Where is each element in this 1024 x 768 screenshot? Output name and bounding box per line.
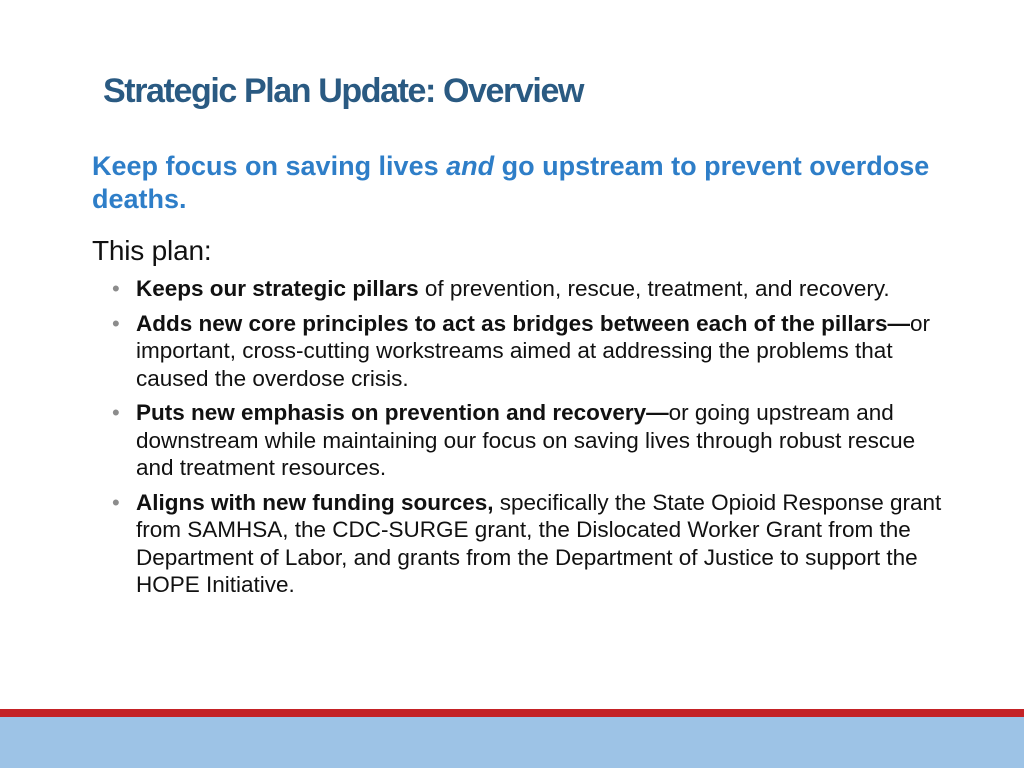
- bullet-bold-text: Puts new emphasis on prevention and recovery—: [136, 400, 669, 425]
- bullet-icon: •: [112, 489, 120, 515]
- plan-heading: This plan:: [92, 235, 212, 266]
- slide-title: Strategic Plan Update: Overview: [103, 72, 583, 110]
- bullet-item-core-principles: [112, 310, 952, 393]
- subtitle-part-1: Keep focus on saving lives: [92, 151, 447, 181]
- bullet-item-strategic-pillars: [112, 275, 952, 303]
- bullet-item-funding-sources: [112, 489, 952, 599]
- bullet-bold-text: Aligns with new funding sources,: [136, 489, 494, 515]
- subtitle-part-2: go upstream to prevent overdose deaths.: [92, 151, 930, 214]
- footer-red-stripe: [0, 709, 1024, 717]
- bullet-text: or important, cross-cutting workstreams aimed at addressing the problems that caused the overdose crisis.: [136, 310, 930, 391]
- bullet-list: [112, 275, 952, 606]
- slide-subtitle: [92, 150, 952, 216]
- bullet-bold-text: Keeps our strategic pillars: [136, 276, 419, 301]
- subtitle-emphasis: and: [446, 151, 495, 181]
- bullet-icon: •: [112, 400, 120, 425]
- bullet-icon: •: [112, 310, 120, 336]
- bullet-bold-text: Adds new core principles to act as bridges between each of the pillars—: [136, 310, 910, 336]
- bullet-text: or going upstream and downstream while maintaining our focus on saving lives through robust rescue and treatment resources.: [136, 400, 916, 480]
- bullet-icon: •: [112, 276, 120, 301]
- bullet-text: specifically the State Opioid Response grant from SAMHSA, the CDC-SURGE grant, the Dislocated Worker Grant from the Department of Labor, and grants from the Department of Justice to support the HOPE Initiative.: [136, 489, 942, 597]
- bullet-text: of prevention, rescue, treatment, and recovery.: [418, 276, 890, 301]
- bullet-item-prevention-recovery: [112, 399, 952, 482]
- footer-blue-band: [0, 717, 1024, 768]
